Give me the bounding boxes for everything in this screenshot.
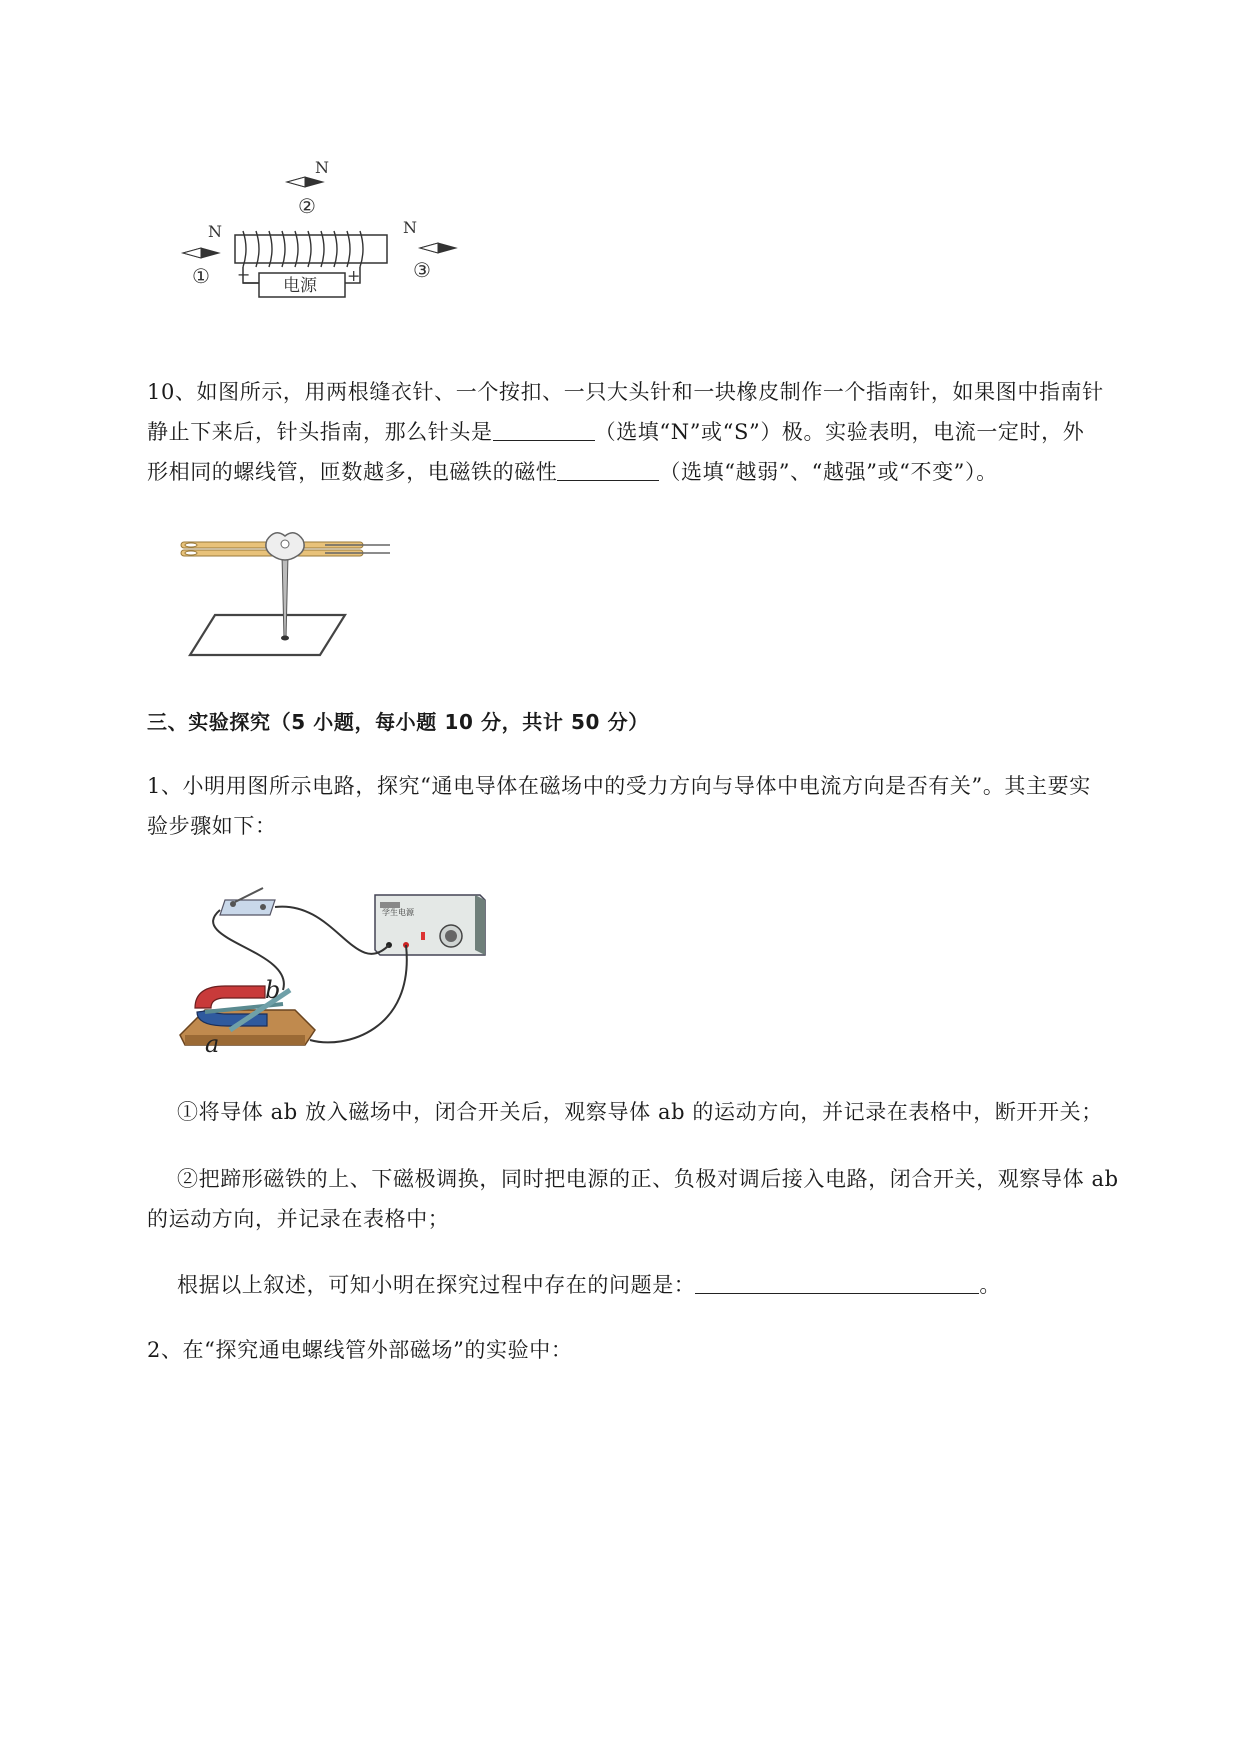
answer-blank-pole[interactable] [493, 416, 595, 441]
experiment-1-line-1: 1、小明用图所示电路，探究“通电导体在磁场中的受力方向与导体中电流方向是否有关”。其主要实 [147, 774, 1091, 798]
power-source-label: 电源 [283, 276, 317, 296]
step-2-line-2: 的运动方向，并记录在表格中； [147, 1207, 450, 1231]
solenoid-figure [175, 155, 465, 335]
question-10-line-3 [147, 452, 1157, 492]
section-heading: 三、实验探究（5 小题，每小题 10 分，共计 50 分） [147, 710, 649, 734]
north-label: N [208, 222, 222, 241]
needle-compass-figure [175, 530, 405, 660]
answer-blank-magnetism[interactable] [557, 456, 659, 481]
question-10-line-3-text: 形相同的螺线管，匝数越多，电磁铁的磁性 [147, 460, 558, 484]
question-10-line-2 [147, 412, 1157, 452]
conclusion-text: 根据以上叙述，可知小明在探究过程中存在的问题是： [177, 1273, 696, 1297]
experiment-1-line-2: 验步骤如下： [147, 814, 277, 838]
conclusion [177, 1265, 1157, 1305]
power-supply-label: 学生电源 [382, 908, 414, 917]
answer-blank-problem[interactable] [695, 1269, 979, 1294]
step-2 [147, 1159, 1157, 1239]
experiment-2-intro: 2、在“探究通电螺线管外部磁场”的实验中： [147, 1338, 573, 1362]
minus-sign: − [237, 265, 251, 284]
step-2-line-1: ②把蹄形磁铁的上、下磁极调换，同时把电源的正、负极对调后接入电路，闭合开关，观察导体 ab [177, 1167, 1119, 1191]
question-10-line-1: 10、如图所示，用两根缝衣针、一个按扣、一只大头针和一块橡皮制作一个指南针，如果图中指南针 [147, 380, 1104, 404]
conclusion-end: 。 [979, 1273, 1002, 1297]
step-1: ①将导体 ab 放入磁场中，闭合开关后，观察导体 ab 的运动方向，并记录在表格中，断开开关； [177, 1100, 1103, 1124]
question-10-line-2-option: （选填“N”或“S”）极。实验表明，电流一定时，外 [594, 420, 1085, 444]
north-label: N [403, 218, 417, 237]
conductor-end-b: b [265, 976, 281, 1004]
experiment-1-intro [147, 766, 1157, 846]
north-label: N [315, 158, 329, 177]
circuit-apparatus-figure [175, 880, 495, 1060]
compass-number-label: ② [298, 194, 316, 218]
question-10 [147, 372, 1157, 492]
question-10-line-3-option: （选填“越弱”、“越强”或“不变”）。 [659, 460, 998, 484]
compass-number-label: ③ [413, 258, 431, 282]
plus-sign: + [347, 266, 361, 285]
conductor-end-a: a [205, 1030, 220, 1058]
question-10-line-2-text: 静止下来后，针头指南，那么针头是 [147, 420, 493, 444]
compass-number-label: ① [192, 264, 210, 288]
